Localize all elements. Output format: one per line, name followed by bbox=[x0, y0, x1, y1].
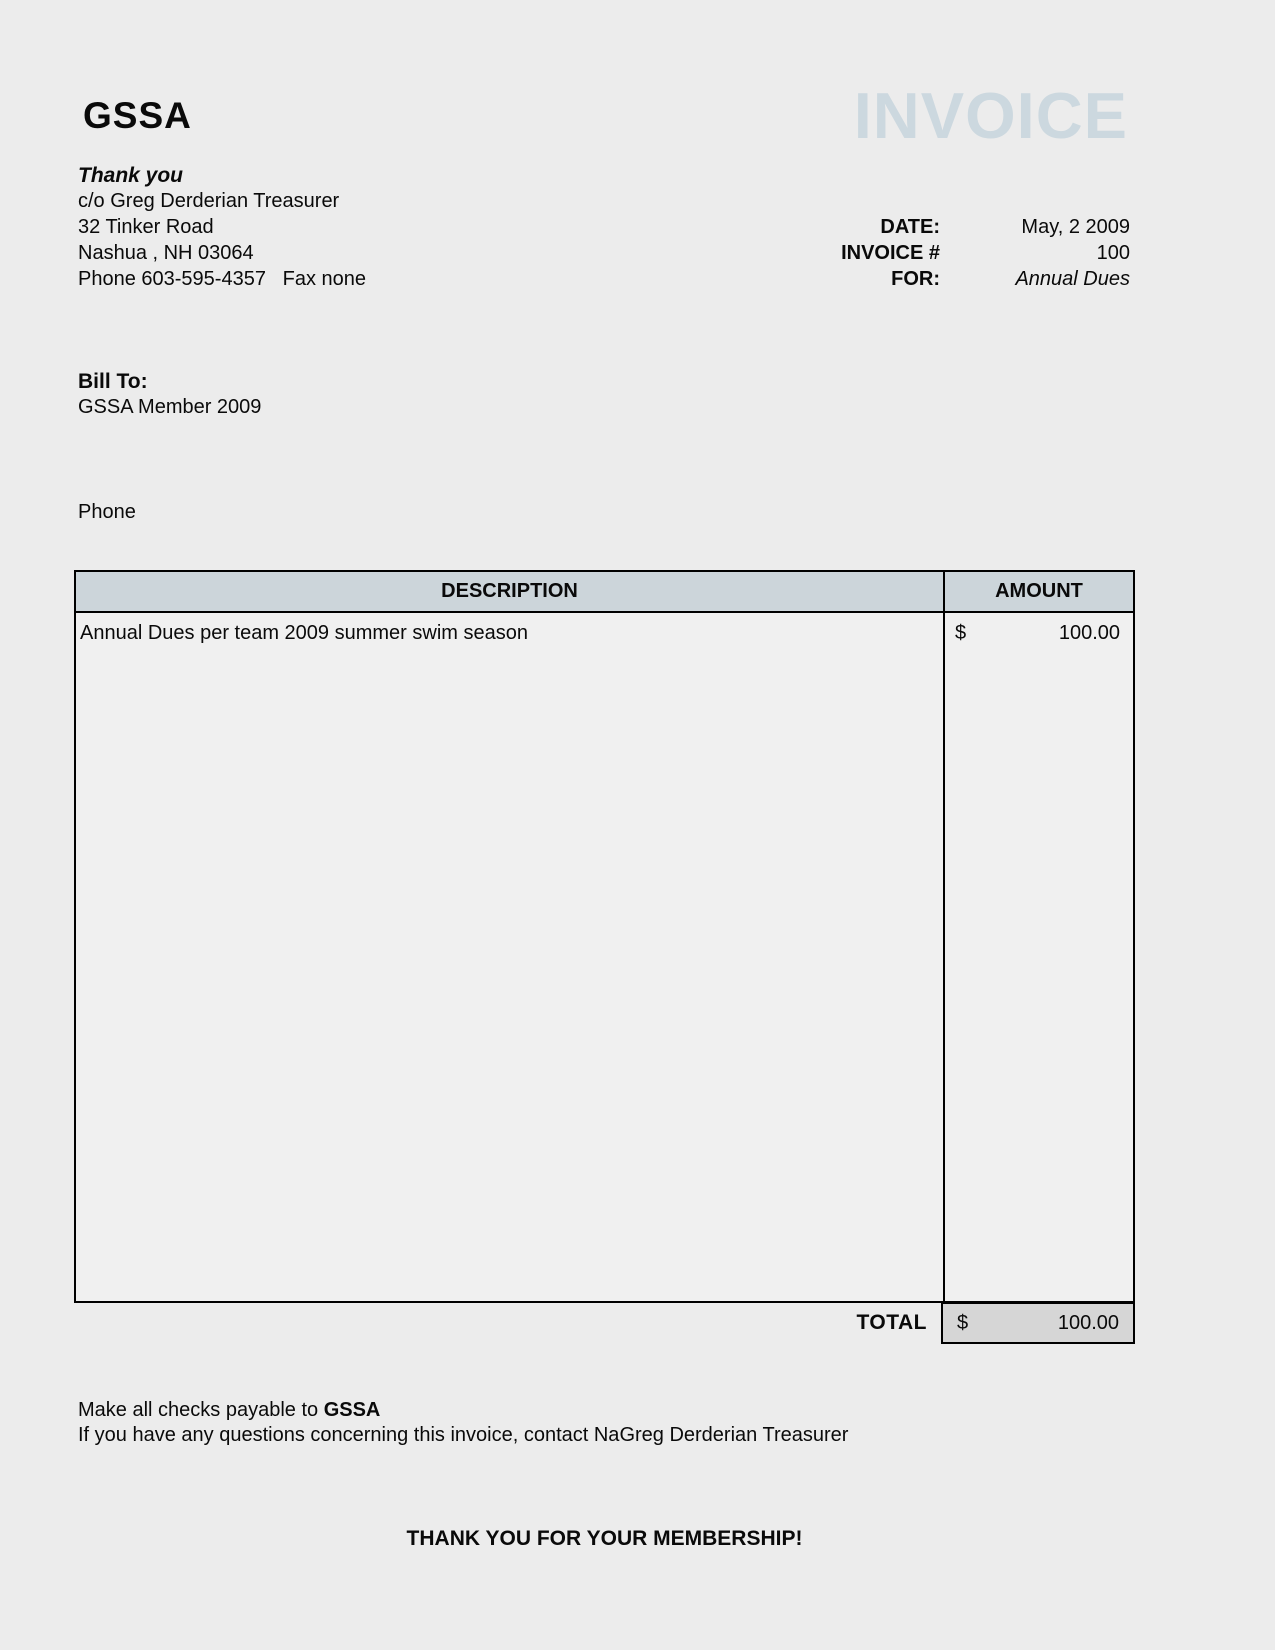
amount-column-header: AMOUNT bbox=[943, 572, 1133, 611]
items-table-body bbox=[76, 613, 1133, 1301]
date-value: May, 2 2009 bbox=[1021, 216, 1130, 238]
bill-to-phone-label: Phone bbox=[78, 501, 136, 523]
bill-to-name: GSSA Member 2009 bbox=[78, 396, 262, 418]
bill-to-label: Bill To: bbox=[78, 370, 148, 393]
meta-row-for bbox=[700, 266, 1130, 292]
invoice-watermark: INVOICE bbox=[853, 79, 1128, 152]
currency-symbol: $ bbox=[955, 622, 967, 644]
description-column-header: DESCRIPTION bbox=[441, 580, 578, 602]
questions-contact-name: Greg Derderian Treasurer bbox=[619, 1424, 849, 1446]
thank-you-message: THANK YOU FOR YOUR MEMBERSHIP! bbox=[406, 1527, 803, 1550]
for-value: Annual Dues bbox=[1015, 268, 1130, 290]
line-item-amount: 100.00 bbox=[1058, 622, 1120, 644]
for-label: FOR: bbox=[891, 268, 940, 290]
company-name: GSSA bbox=[83, 95, 192, 136]
meta-row-invoice-number bbox=[700, 240, 1130, 266]
checks-payable-line bbox=[78, 1399, 380, 1422]
address-line-2: 32 Tinker Road bbox=[78, 216, 214, 238]
questions-line bbox=[78, 1424, 848, 1447]
phone-fax-line: Phone 603-595-4357 Fax none bbox=[78, 268, 366, 290]
checks-payee: GSSA bbox=[323, 1399, 381, 1421]
company-address-block bbox=[78, 188, 366, 292]
line-item-amount-cell bbox=[943, 613, 1133, 1301]
date-label: DATE: bbox=[880, 216, 940, 238]
items-table bbox=[74, 570, 1135, 1303]
invoice-meta bbox=[700, 214, 1130, 292]
total-amount-cell bbox=[941, 1302, 1135, 1344]
invoice-number-value: 100 bbox=[1096, 242, 1130, 264]
total-currency-symbol: $ bbox=[957, 1311, 969, 1334]
items-table-header bbox=[76, 572, 1133, 613]
questions-text: If you have any questions concerning this invoice, contact Na bbox=[78, 1424, 620, 1446]
total-label: TOTAL bbox=[856, 1311, 927, 1334]
meta-row-date bbox=[700, 214, 1130, 240]
line-item-description: Annual Dues per team 2009 summer swim season bbox=[80, 622, 528, 644]
total-amount: 100.00 bbox=[1057, 1311, 1119, 1334]
address-line-3: Nashua , NH 03064 bbox=[78, 242, 254, 264]
address-line-1: c/o Greg Derderian Treasurer bbox=[78, 190, 340, 212]
checks-payable-text: Make all checks payable to bbox=[78, 1399, 324, 1421]
invoice-number-label: INVOICE # bbox=[841, 242, 940, 264]
company-tagline: Thank you bbox=[78, 164, 184, 187]
